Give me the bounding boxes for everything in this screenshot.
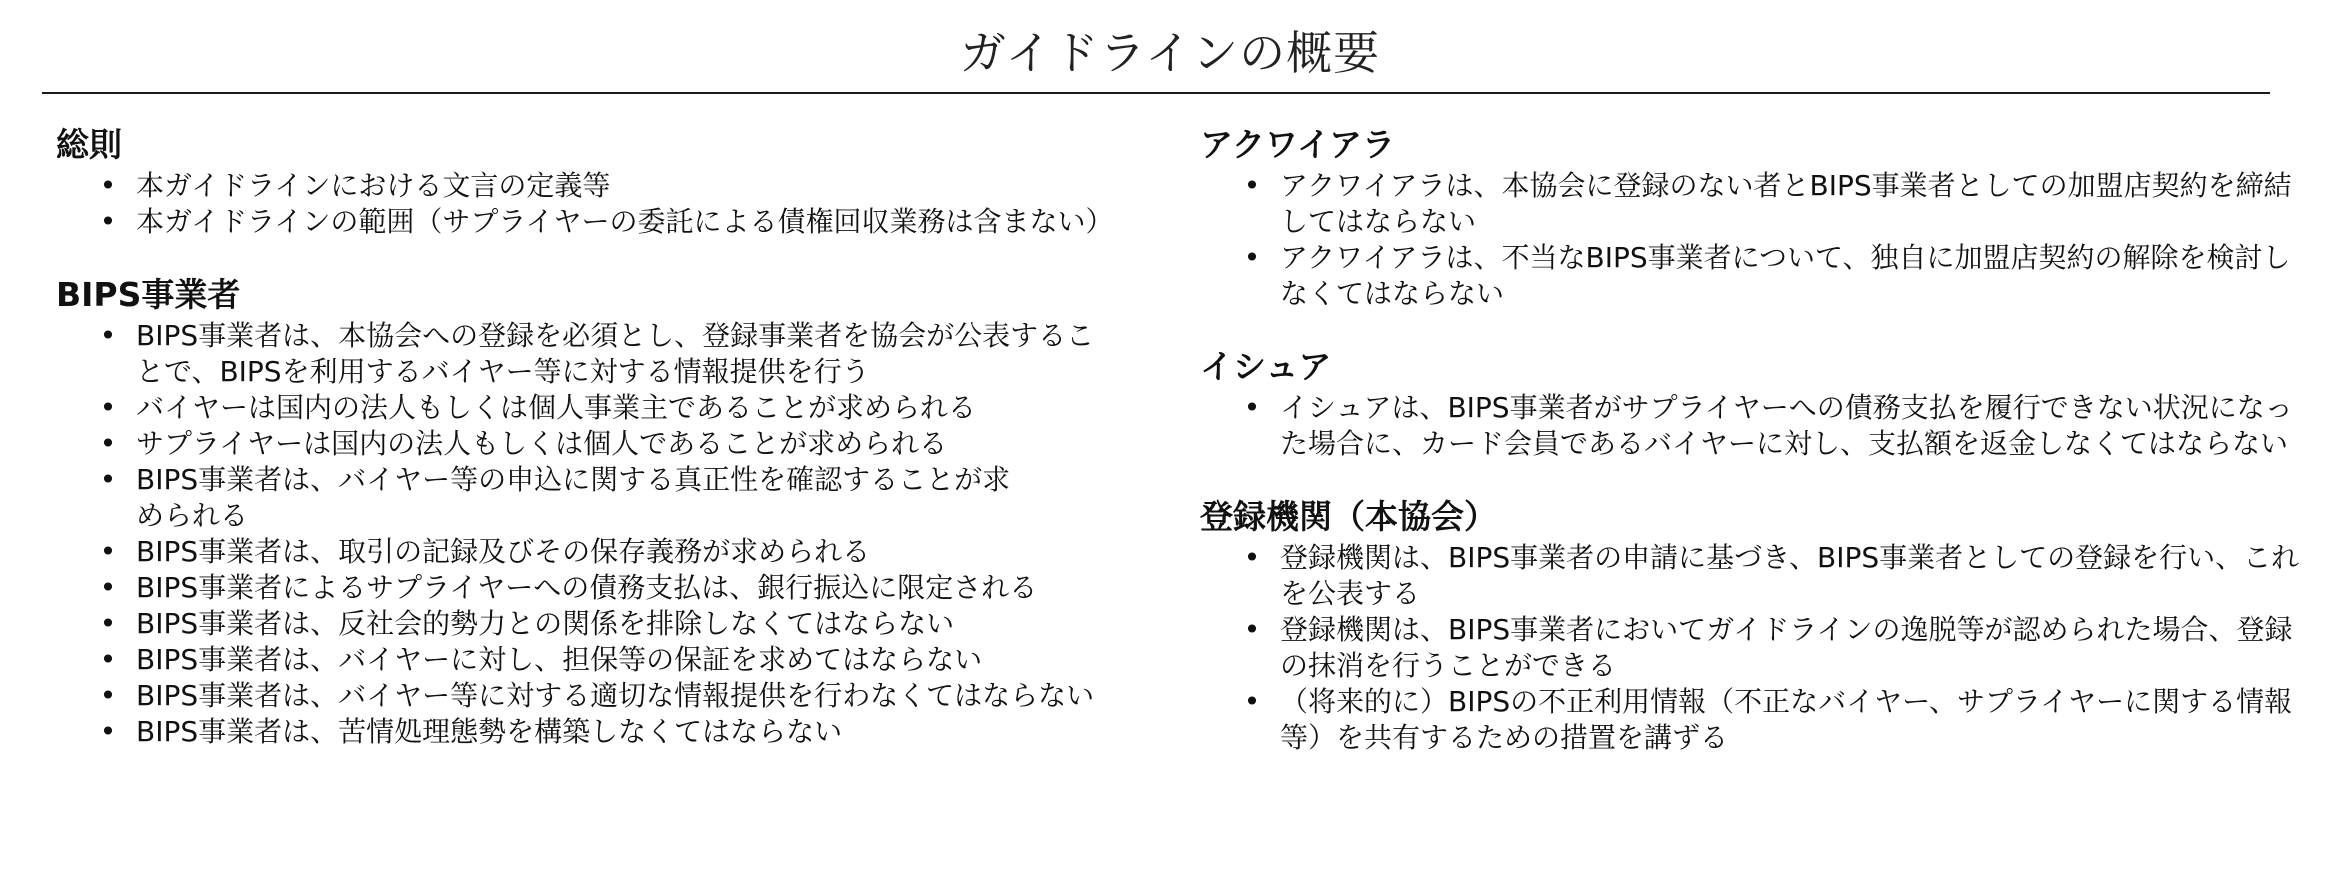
title-divider	[42, 92, 2270, 94]
list-item	[1243, 612, 2300, 684]
bullet-icon: •	[99, 607, 117, 640]
bullet-icon: •	[99, 205, 117, 238]
list-item-text: BIPS事業者は、本協会への登録を必須とし、登録事業者を協会が公表することで、BIPSを利用するバイヤー等に対する情報提供を行う	[136, 319, 1095, 388]
list-item	[99, 714, 1176, 750]
bullet-list	[1200, 168, 2300, 312]
section-heading: アクワイアラ	[1200, 125, 1396, 164]
list-item	[99, 462, 1036, 534]
bullet-icon: •	[99, 169, 117, 202]
list-item-text: 登録機関は、BIPS事業者においてガイドラインの逸脱等が認められた場合、登録の抹消を行うことができる	[1280, 613, 2293, 682]
list-item-text: BIPS事業者は、バイヤーに対し、担保等の保証を求めてはならない	[136, 643, 983, 676]
list-item	[1243, 168, 2300, 240]
list-item-text: 本ガイドラインの範囲（サプライヤーの委託による債権回収業務は含まない）	[136, 205, 1114, 238]
list-item-text: BIPS事業者は、取引の記録及びその保存義務が求められる	[136, 535, 871, 568]
section-heading: イシュア	[1200, 347, 1332, 386]
bullet-list	[56, 168, 1176, 240]
bullet-icon: •	[99, 463, 117, 496]
list-item	[99, 318, 1106, 390]
list-item-text: 本ガイドラインにおける文言の定義等	[136, 169, 611, 202]
bullet-list	[1200, 540, 2300, 756]
section-heading: 登録機関（本協会）	[1200, 497, 1497, 536]
section-acquirer	[1200, 122, 2300, 312]
list-item-text: BIPS事業者は、反社会的勢力との関係を排除しなくてはならない	[136, 607, 955, 640]
section-bips-operator	[56, 272, 1176, 750]
section-registry	[1200, 494, 2300, 756]
bullet-icon: •	[99, 715, 117, 748]
list-item	[99, 426, 1176, 462]
list-item	[99, 390, 1176, 426]
section-general	[56, 122, 1176, 240]
bullet-icon: •	[1243, 391, 1261, 424]
list-item-text: 登録機関は、BIPS事業者の申請に基づき、BIPS事業者としての登録を行い、これを公表する	[1280, 541, 2300, 610]
section-heading: BIPS事業者	[56, 275, 241, 314]
left-column	[56, 122, 1176, 750]
bullet-icon: •	[99, 643, 117, 676]
bullet-icon: •	[99, 571, 117, 604]
bullet-icon: •	[1243, 541, 1261, 574]
list-item	[1243, 390, 2300, 462]
list-item	[99, 642, 1176, 678]
list-item-text: サプライヤーは国内の法人もしくは個人であることが求められる	[136, 427, 948, 460]
list-item-text: イシュアは、BIPS事業者がサプライヤーへの債務支払を履行できない状況になった場合に、カード会員であるバイヤーに対し、支払額を返金しなくてはならない	[1280, 391, 2293, 460]
page-title: ガイドラインの概要	[959, 26, 1381, 80]
bullet-icon: •	[99, 679, 117, 712]
list-item	[99, 534, 1176, 570]
bullet-icon: •	[99, 535, 117, 568]
list-item-text: BIPS事業者によるサプライヤーへの債務支払は、銀行振込に限定される	[136, 571, 1038, 604]
list-item	[99, 204, 1176, 240]
list-item	[1243, 540, 2300, 612]
bullet-icon: •	[99, 319, 117, 352]
list-item	[99, 570, 1176, 606]
list-item-text: アクワイアラは、不当なBIPS事業者について、独自に加盟店契約の解除を検討しなくてはならない	[1280, 241, 2291, 310]
bullet-list	[56, 318, 1176, 750]
list-item-text: BIPS事業者は、バイヤー等の申込に関する真正性を確認することが求められる	[136, 463, 1011, 532]
bullet-icon: •	[1243, 613, 1261, 646]
section-issuer	[1200, 344, 2300, 462]
list-item	[99, 606, 1176, 642]
list-item	[1243, 240, 2300, 312]
right-column	[1200, 122, 2300, 756]
list-item-text: BIPS事業者は、苦情処理態勢を構築しなくてはならない	[136, 715, 843, 748]
bullet-list	[1200, 390, 2300, 462]
list-item-text: BIPS事業者は、バイヤー等に対する適切な情報提供を行わなくてはならない	[136, 679, 1095, 712]
bullet-icon: •	[1243, 685, 1261, 718]
list-item-text: バイヤーは国内の法人もしくは個人事業主であることが求められる	[136, 391, 977, 424]
list-item	[99, 168, 1176, 204]
list-item	[99, 678, 1176, 714]
bullet-icon: •	[99, 427, 117, 460]
list-item	[1243, 684, 2300, 756]
list-item-text: （将来的に）BIPSの不正利用情報（不正なバイヤー、サプライヤーに関する情報等）を共有するための措置を講ずる	[1280, 685, 2293, 754]
bullet-icon: •	[1243, 241, 1261, 274]
bullet-icon: •	[1243, 169, 1261, 202]
bullet-icon: •	[99, 391, 117, 424]
list-item-text: アクワイアラは、本協会に登録のない者とBIPS事業者としての加盟店契約を締結してはならない	[1280, 169, 2292, 238]
section-heading: 総則	[56, 125, 122, 164]
